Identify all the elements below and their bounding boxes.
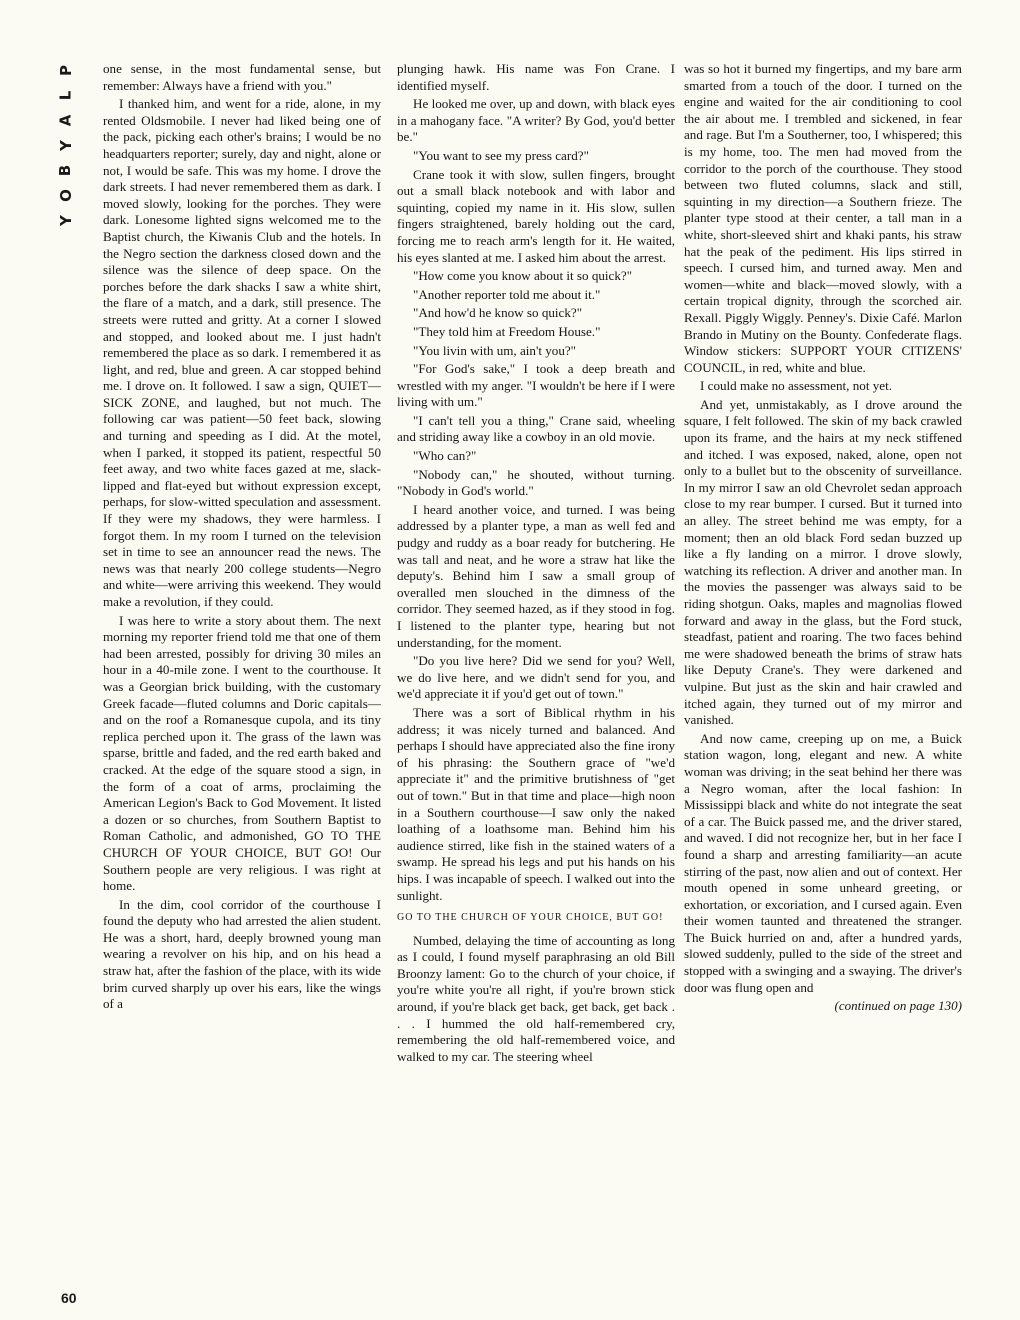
masthead-letter: L — [56, 90, 75, 101]
paragraph: "Who can?" — [413, 448, 477, 464]
text-column-2 — [397, 61, 675, 1311]
paragraph: GO TO THE CHURCH OF YOUR CHOICE, BUT GO! — [397, 912, 664, 924]
paragraph: "And how'd he know so quick?" — [413, 305, 583, 321]
masthead-letter: Y — [56, 140, 75, 151]
paragraph: "You livin with um, ain't you?" — [413, 342, 577, 358]
paragraph: one sense, in the most fundamental sense, but remember: Always have a friend with you." — [103, 61, 381, 93]
paragraph: "Do you live here? Did we send for you? Well, we do live here, and we didn't send for you, and we'd appreciate it if you'd get out of town." — [397, 653, 675, 702]
text-column-3 — [684, 61, 962, 1311]
paragraph: I thanked him, and went for a ride, alone, in my rented Oldsmobile. I never had liked being one of the pack, picking each other's brains; I would be no headquarters reporter; surely, day and night, alone or not, I would be safe. This was my home. I drove the dark streets. I had never remembered them as dark. I moved slowly, looking for the porches. They were dark. Lonesome lighted signs welcomed me to the Baptist church, the Kiwanis Club and the hotels. In the Negro section the darkness closed down and the silence was the silence of deep space. On the porches before the dark shacks I saw a white shirt, the flare of a match, and a dark, still presence. The streets were rutted and gritty. At a corner I slowed and stopped, and looked about me. I just hadn't remembered the place as so dark. I remembered it as light, and red, blue and green. A car stopped behind me. I drove on. It followed. I saw a sign, QUIET—SICK ZONE, and laughed, but not much. The following car was patient—50 feet back, slowing and turning and speeding as I did. At the motel, when I parked, it stopped its patient, respectful 50 feet away, and two white faces gazed at me, slack-lipped and flat-eyed but without expression except, perhaps, for slow-witted speculation and assessment. If they were my shadows, they were harmless. I forgot them. In my room I turned on the television set in time to see an announcer read the news. The news was that nearly 200 college students—Negro and white—were arriving this weekend. They would make a revolution, if they could. — [103, 96, 381, 609]
paragraph: plunging hawk. His name was Fon Crane. I identified myself. — [397, 61, 675, 93]
masthead-letter: P — [56, 65, 75, 76]
paragraph: I heard another voice, and turned. I was being addressed by a planter type, a man as well fed and pudgy and ruddy as a boar ready for butchering. He was tall and neat, and he wore a straw hat like the deputy's. Behind him I saw a small group of overalled men slouched in the dimness of the corridor. They seemed hazed, as if they stood in fog. I listened to the planter type, hearing but not understanding, for the moment. — [397, 501, 675, 650]
paragraph: was so hot it burned my fingertips, and my bare arm smarted from a touch of the door. I turned on the engine and waited for the air conditioning to cool the air about me. I trembled and sickened, in fear and rage. But I'm a Southerner, too, I whispered; this is my home, too. The men had moved from the corridor to the porch of the courthouse. They stood between two fluted columns, slack and still, squinting in my direction—a Southern frieze. The planter type stood at their center, a tall man in a white, short-sleeved shirt and khaki pants, his straw hat the peak of the pediment. His lips stirred in speech. I cursed him, and turned away. Men and women—white and black—moved slowly, with a certain tropical dignity, through the scorched air. Rexall. Piggly Wiggly. Penney's. Dixie Café. Marlon Brando in Mutiny on the Bounty. Confederate flags. Window stickers: SUPPORT YOUR CITIZENS' COUNCIL, in red, white and blue. — [684, 61, 962, 375]
page-number: 60 — [61, 1290, 77, 1306]
masthead-letter: Y — [56, 215, 75, 226]
paragraph: I was here to write a story about them. The next morning my reporter friend told me that one of them had been arrested, possibly for driving 30 miles an hour in a 40-mile zone. I went to the courthouse. It was a Georgian brick building, with the customary Greek facade—fluted columns and Doric capitals—and on the roof a Romanesque cupola, and its tiny replica perched upon it. The grass of the lawn was sparse, brittle and faded, and the red earth baked and cracked. At the edge of the square stood a sign, in the form of a coat of arms, proclaiming the American Legion's Back to God Movement. It listed a dozen or so churches, from Southern Baptist to Roman Catholic, and admonished, GO TO THE CHURCH OF YOUR CHOICE, BUT GO! Our Southern people are very religious. I was right at home. — [103, 612, 381, 894]
continued-note: (continued on page 130) — [834, 998, 962, 1014]
text-column-1 — [103, 61, 381, 1311]
paragraph: He looked me over, up and down, with black eyes in a mahogany face. "A writer? By God, you'd better be." — [397, 96, 675, 145]
paragraph: And yet, unmistakably, as I drove around the square, I felt followed. The skin of my back crawled upon its frame, and the hairs at my neck stiffened and itched. I was exposed, naked, alone, open not only to a bullet but to the obscenity of surveillance. In my mirror I saw an old Chevrolet sedan approach close to my rear bumper. I cursed. But it turned into an alley. The street behind me was empty, for a moment; then an old black Ford sedan buzzed up like a fly landing on a mirror. I drove slowly, watching its reflection. A driver and another man. In the movies the passenger was always said to be riding shotgun. Oaks, maples and magnolias flowed forward and away in the glass, but the Ford stuck, steadfast, patient and roaring. The two faces behind me were shadowed beneath the brims of straw hats like Deputy Crane's. They were darkened and vulpine. But just as the skin and hair crawled and itched again, they turned out of my mirror and vanished. — [684, 396, 962, 728]
paragraph: "How come you know about it so quick?" — [413, 268, 633, 284]
paragraph: I could make no assessment, not yet. — [700, 378, 893, 394]
paragraph: "Another reporter told me about it." — [413, 286, 601, 302]
masthead-letter: O — [56, 189, 75, 202]
paragraph: "You want to see my press card?" — [413, 147, 589, 163]
masthead-letter: B — [56, 164, 75, 177]
paragraph: In the dim, cool corridor of the courthouse I found the deputy who had arrested the alien student. He was a short, hard, deeply browned young man wearing a revolver on his hip, and on his head a straw hat, after the fashion of the place, with its wide brim curved sharply up over his ears, like the wings of a — [103, 896, 381, 1012]
paragraph: "Nobody can," he shouted, without turning. "Nobody in God's world." — [397, 466, 675, 499]
paragraph: And now came, creeping up on me, a Buick station wagon, long, elegant and new. A white woman was driving; in the seat behind her there was a Negro woman, after the local fashion: In Mississippi black and white do not integrate the seat of a car. The Buick passed me, and the driver stared, and waved. I did not recognize her, but in her face I found a sharp and arresting familiarity—an acute stirring of the past, now alien and out of context. Her mouth opened in some unheard greeting, or exhortation, or excoriation, and I cursed again. Even their women taunted and threatened the stranger. The Buick hurried on and, after a hundred yards, slowed suddenly, pulled to the side of the street and stopped with a swinging and a swaying. The driver's door was flung open and — [684, 730, 962, 995]
paragraph: "For God's sake," I took a deep breath and wrestled with my anger. "I wouldn't be here if I were living with um." — [397, 361, 675, 410]
paragraph: Numbed, delaying the time of accounting as long as I could, I found myself paraphrasing an old Bill Broonzy lament: Go to the church of your choice, if you're white you're all right, if you're brown stick around, if you're black get back, get back, get back . . . I hummed the old half-remembered cry, remembering the old half-remembered voice, and walked to my car. The steering wheel — [397, 932, 675, 1064]
paragraph: Crane took it with slow, sullen fingers, brought out a small black notebook and with labor and squinting, copied my name in it. His slow, sullen fingers straightened, barely holding out the card, forcing me to reach arm's length for it. He waited, his eyes slanted at me. I asked him about the arrest. — [397, 166, 675, 265]
paragraph: "They told him at Freedom House." — [413, 323, 601, 339]
masthead-letter: A — [56, 114, 75, 127]
magazine-masthead-vertical — [55, 58, 77, 233]
paragraph: "I can't tell you a thing," Crane said, wheeling and striding away like a cowboy in an old movie. — [397, 412, 675, 445]
paragraph: There was a sort of Biblical rhythm in his address; it was nicely turned and balanced. And perhaps I should have appreciated also the fine irony of his phrasing: the Southern grace of "we'd appreciate it" and the primitive brutishness of "get out of town." But in that time and place—high noon in a Southern courthouse—I saw only the naked loathing of a loathsome man. Behind him his audience stirred, like fish in the stained waters of a swamp. He spread his legs and put his hands on his hips. I was incapable of speech. I walked out into the sunlight. — [397, 704, 675, 903]
